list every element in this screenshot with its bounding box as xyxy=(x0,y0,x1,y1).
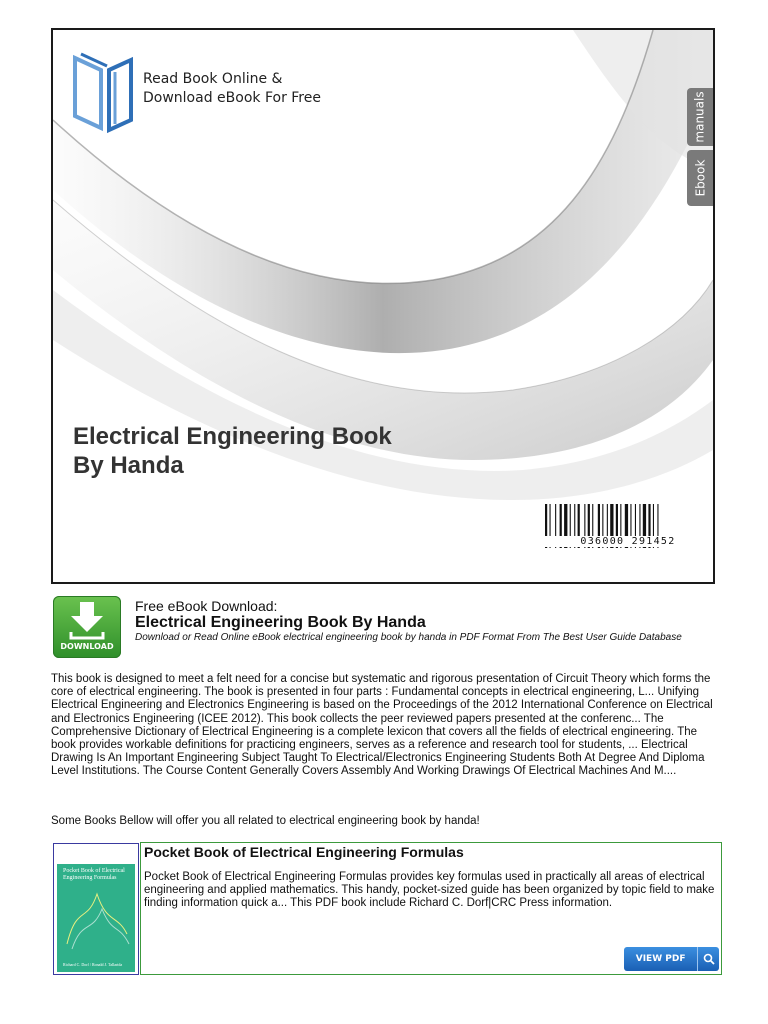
ebook-subtitle: Download or Read Online eBook electrical engineering book by handa in PDF Format From The Best User Guide Database xyxy=(135,632,682,643)
tab-manuals-label: manuals xyxy=(693,91,708,143)
ebook-title: Electrical Engineering Book By Handa xyxy=(135,614,426,631)
logo-line-2: Download eBook For Free xyxy=(143,90,321,106)
cover-title-line-2: By Handa xyxy=(73,452,184,479)
view-pdf-label: VIEW PDF xyxy=(635,954,686,964)
download-arrow-icon xyxy=(69,602,105,640)
view-pdf-button[interactable] xyxy=(624,947,719,971)
book-cover xyxy=(51,28,715,584)
related-book-description: Pocket Book of Electrical Engineering Formulas provides key formulas used in practically all areas of electrical engineering and applied mathematics. This handy, pocket-sized guide has been organized by topic field to make finding information quick a... This PDF book include Richard C. Dorf|CRC Press information. xyxy=(144,871,715,910)
tab-ebook[interactable] xyxy=(687,150,713,206)
wave-graphic xyxy=(53,30,713,582)
description-paragraph: This book is designed to meet a felt need for a concise but systematic and rigorous presentation of Circuit Theory which forms the core of electrical engineering. The book is presented in four parts : Fundamental concepts in electrical engineering, L... Unifying Electrical Engineering and Electronics Engineering is based on the Proceedings of the 2012 International Conference on Electrical and Electronics Engineering (ICEE 2012). This book collects the peer reviewed papers presented at the conferenc... The Comprehensive Dictionary of Electrical Engineering is a complete lexicon that covers all the fields of electrical engineering. The book provides workable definitions for practicing engineers, serves as a reference and research tool for students, ... Electrical Drawing Is An Important Engineering Subject Taught To Electrical/Electronics Engineering Students Both At Degree And Diploma Level Institutions. The Course Content Generally Covers Assembly And Working Drawings Of Electrical Machines And M.... xyxy=(51,673,713,778)
thumbnail-title: Pocket Book of Electrical Engineering Formulas xyxy=(63,868,125,881)
open-book-icon xyxy=(71,50,137,134)
free-ebook-label: Free eBook Download: xyxy=(135,598,278,614)
thumbnail-art xyxy=(57,864,135,972)
thumbnail-cover xyxy=(57,864,135,972)
tab-manuals[interactable] xyxy=(687,88,713,146)
download-label: DOWNLOAD xyxy=(60,642,114,651)
logo-text xyxy=(143,70,321,108)
related-intro: Some Books Bellow will offer you all related to electrical engineering book by handa! xyxy=(51,815,480,827)
cover-title-line-1: Electrical Engineering Book xyxy=(73,423,392,450)
magnifier-icon xyxy=(697,947,719,971)
barcode-digits: 036000 291452 xyxy=(545,536,711,547)
related-book-title[interactable]: Pocket Book of Electrical Engineering Formulas xyxy=(144,844,464,860)
tab-ebook-label: Ebook xyxy=(693,159,707,197)
cover-title xyxy=(73,422,392,480)
book-thumbnail[interactable] xyxy=(53,843,139,975)
thumbnail-authors: Richard C. Dorf / Ronald J. Tallarida xyxy=(63,962,123,967)
download-button[interactable] xyxy=(53,596,121,658)
related-book-card xyxy=(140,842,722,975)
logo-line-1: Read Book Online & xyxy=(143,71,283,87)
